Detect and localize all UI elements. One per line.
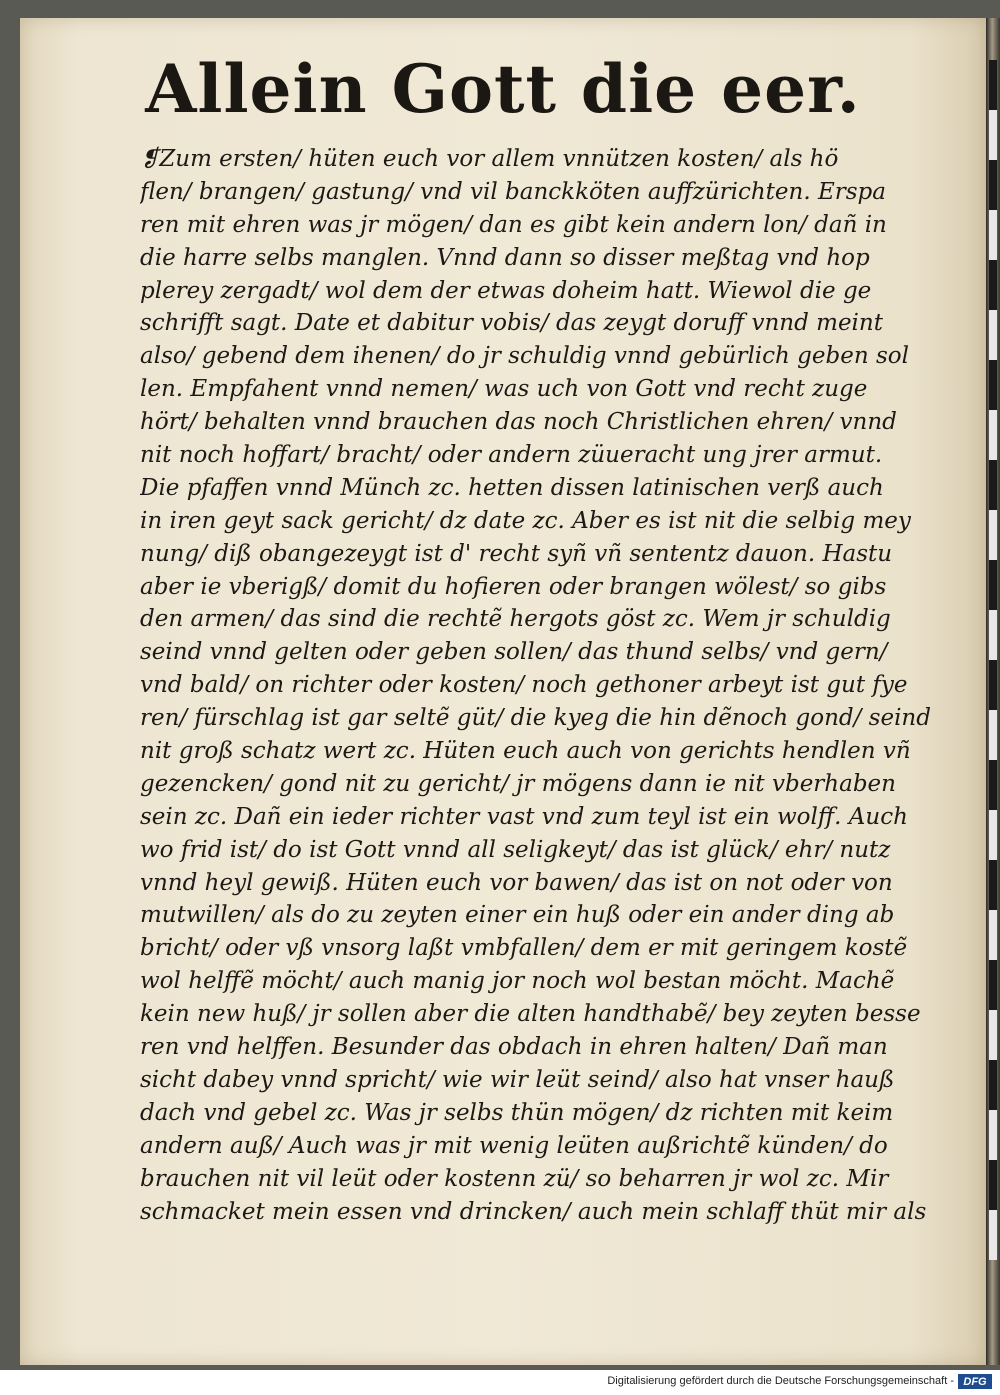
ruler-segment: [989, 760, 997, 810]
ruler-segment: [989, 1160, 997, 1210]
text-line: vnd bald/ on richter oder kosten/ noch gethoner arbeyt ist gut fye: [140, 672, 908, 699]
text-line: nit noch hoffart/ bracht/ oder andern züueracht ung jrer armut.: [140, 442, 883, 469]
text-line: den armen/ das sind die rechtẽ hergots göst zc. Wem jr schuldig: [140, 606, 891, 633]
text-line: mutwillen/ als do zu zeyten einer ein huß oder ein ander ding ab: [140, 902, 895, 929]
body-text-block: [140, 143, 965, 1228]
dfg-logo: DFG: [958, 1374, 992, 1389]
text-line: ren mit ehren was jr mögen/ dan es gibt kein andern lon/ dañ in: [140, 211, 887, 238]
text-line: flen/ brangen/ gastung/ vnd vil banckköten auffzürichten. Erspa: [140, 178, 886, 205]
text-line: andern auß/ Auch was jr mit wenig leüten außrichtẽ künden/ do: [140, 1132, 888, 1159]
ruler-segment: [989, 1210, 997, 1260]
text-line: nung/ diß obangezeygt ist d' recht syñ vñ sententz dauon. Hastu: [140, 540, 893, 567]
ruler-segment: [989, 160, 997, 210]
text-line: in iren geyt sack gericht/ dz date zc. Aber es ist nit die selbig mey: [140, 507, 911, 534]
text-line: ren vnd helffen. Besunder das obdach in ehren halten/ Dañ man: [140, 1034, 888, 1061]
text-line: dach vnd gebel zc. Was jr selbs thün mögen/ dz richten mit keim: [140, 1099, 894, 1126]
text-line: nit groß schatz wert zc. Hüten euch auch von gerichts hendlen vñ: [140, 738, 911, 765]
ruler-segment: [989, 60, 997, 110]
ruler-segment: [989, 560, 997, 610]
paper-sheet: [20, 18, 986, 1365]
text-line: ❡Zum ersten/ hüten euch vor allem vnnützen kosten/ als hö: [140, 146, 839, 172]
ruler-segment: [989, 1060, 997, 1110]
text-line: plerey zergadt/ wol dem der etwas doheim hatt. Wiewol die ge: [140, 277, 872, 304]
ruler-segment: [989, 710, 997, 760]
text-line: gezencken/ gond nit zu gericht/ jr mögens dann ie nit vberhaben: [140, 770, 896, 797]
ruler-segment: [989, 810, 997, 860]
ruler-segment: [989, 1110, 997, 1160]
text-line: aber ie vberigß/ domit du hofieren oder brangen wölest/ so gibs: [140, 573, 887, 600]
ruler-segment: [989, 210, 997, 260]
ruler-segment: [989, 110, 997, 160]
text-line: schrifft sagt. Date et dabitur vobis/ das zeygt doruff vnnd meint: [140, 310, 883, 337]
text-line: Die pfaffen vnnd Münch zc. hetten dissen latinischen verß auch: [140, 474, 884, 501]
text-line: seind vnnd gelten oder geben sollen/ das thund selbs/ vnd gern/: [140, 639, 888, 666]
ruler-segment: [989, 410, 997, 460]
text-line: sein zc. Dañ ein ieder richter vast vnd zum teyl ist ein wolff. Auch: [140, 803, 908, 830]
page-heading: Allein Gott die eer.: [145, 50, 861, 128]
text-line: sicht dabey vnnd spricht/ wie wir leüt seind/ also hat vnser hauß: [140, 1066, 895, 1093]
text-line: bricht/ oder vß vnsorg laßt vmbfallen/ dem er mit geringem kostẽ: [140, 935, 908, 962]
footer-bar: [0, 1370, 1000, 1395]
ruler-segment: [989, 910, 997, 960]
text-line: brauchen nit vil leüt oder kostenn zü/ so beharren jr wol zc. Mir: [140, 1165, 889, 1192]
ruler-segment: [989, 310, 997, 360]
ruler-segment: [989, 1010, 997, 1060]
text-line: vnnd heyl gewiß. Hüten euch vor bawen/ das ist on not oder von: [140, 869, 893, 896]
ruler-segment: [989, 460, 997, 510]
text-line: kein new huß/ jr sollen aber die alten handthabẽ/ bey zeyten besse: [140, 1001, 921, 1028]
ruler-segment: [989, 860, 997, 910]
text-line: also/ gebend dem ihenen/ do jr schuldig vnnd gebürlich geben sol: [140, 343, 909, 370]
funding-credit: Digitalisierung gefördert durch die Deutsche Forschungsgemeinschaft -: [607, 1375, 954, 1387]
ruler-segment: [989, 610, 997, 660]
ruler-segment: [989, 660, 997, 710]
text-line: wo frid ist/ do ist Gott vnnd all seligkeyt/ das ist glück/ ehr/ nutz: [140, 836, 891, 863]
scale-ruler: [989, 60, 997, 1260]
ruler-segment: [989, 260, 997, 310]
text-line: wol helffẽ möcht/ auch manig jor noch wol bestan möcht. Machẽ: [140, 968, 895, 995]
text-line: schmacket mein essen vnd drincken/ auch mein schlaff thüt mir als: [140, 1198, 927, 1225]
text-line: len. Empfahent vnnd nemen/ was uch von Gott vnd recht zuge: [140, 376, 868, 403]
ruler-segment: [989, 960, 997, 1010]
text-line: hört/ behalten vnnd brauchen das noch Christlichen ehren/ vnnd: [140, 409, 897, 436]
ruler-segment: [989, 360, 997, 410]
text-line: die harre selbs manglen. Vnnd dann so disser meßtag vnd hop: [140, 244, 870, 271]
ruler-segment: [989, 510, 997, 560]
text-line: ren/ fürschlag ist gar seltẽ güt/ die kyeg die hin dẽnoch gond/ seind: [140, 705, 931, 732]
